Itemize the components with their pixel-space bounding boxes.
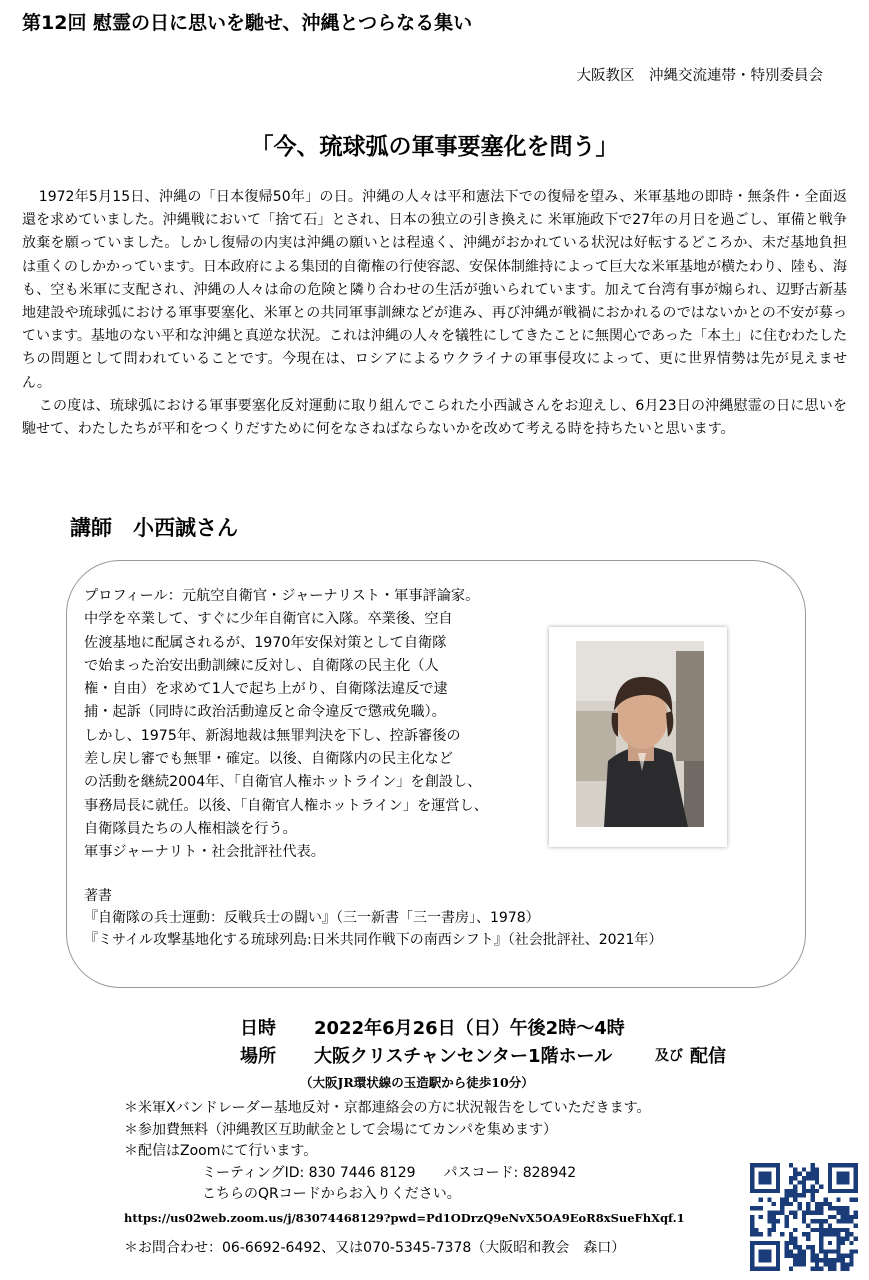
profile-line: 中学を卒業して、すぐに少年自衛官に入隊。卒業後、空自 [84,611,453,628]
zoom-url[interactable]: https://us02web.zoom.us/j/83074468129?pwd=Pd1ODrzQ9eNvX5OA9EoR8xSueFhXqf.1 [124,1211,685,1225]
intro-text [22,186,847,441]
place-online: 配信 [690,1046,726,1067]
intro-paragraph-2: この度は、琉球弧における軍事要塞化反対運動に取り組んでこられた小西誠さんをお迎えし、6月23日の沖縄慰霊の日に思いを馳せて、わたしたちが平和をつくりだすために何をなさねばならないかを改めて考える時を持ちたいと思います。 [22,397,847,438]
profile-line: 権・自由）を求めて1人で起ち上がり、自衛隊法違反で逮 [84,681,448,698]
main-title: 「今、琉球弧の軍事要塞化を問う」 [250,134,619,160]
profile-line: 自衛隊員たちの人権相談を行う。 [84,820,297,837]
profile-line: 佐渡基地に配属されるが、1970年安保対策として自衛隊 [84,634,447,651]
note-item: ＊米軍Xバンドレーダー基地反対・京都連絡会の方に状況報告をしていただきます。 [124,1100,651,1116]
notes [124,1098,650,1206]
zoom-meeting-id: ミーティングID: 830 7446 8129 パスコード: 828942 [202,1164,577,1181]
books-section [84,885,662,951]
profile-line: で始まった治安出動訓練に反対し、自衛隊の民主化（人 [84,657,439,674]
books-heading: 著書 [84,888,112,904]
qr-code[interactable] [750,1163,858,1271]
note-item: ＊参加費無料（沖縄教区互助献金として会場にてカンパを集めます） [124,1121,558,1138]
profile-line: の活動を継続2004年、「自衛官人権ホットライン」を創設し、 [84,774,482,791]
organizer: 大阪教区 沖縄交流連帯・特別委員会 [576,68,823,84]
zoom-qr-instruction: こちらのQRコードからお入りください。 [202,1186,461,1202]
contact-info: ＊お問合わせ：06-6692-6492、又は070-5345-7378（大阪昭和教会 森口） [124,1240,626,1256]
date-label: 日時 [240,1018,276,1039]
intro-paragraph-1: 1972年5月15日、沖縄の「日本復帰50年」の日。沖縄の人々は平和憲法下での復帰を望み、米軍基地の即時・無条件・全面返還を求めていました。沖縄戦において「捨て石」とされ、日本の独立の引き換えに 米軍施政下で27年の月日を過ごし、軍備と戦争放棄を願っていました。しかし復帰の内実は沖縄の願いとは程遠く、沖縄がおかれている状況は好転するどころか、未だ基地負担は重くのしかかっています。日本政府による集団的自衛権の行使容認、安保体制維持によって巨大な米軍基地が横たわり、陸も、海も、空も米軍に支配され、沖縄の人々は命の危険と隣り合わせの生活が強いられています。加えて台湾有事が煽られ、辺野古新基地建設や琉球弧における軍事要塞化、米軍との共同軍事訓練などが進み、再び沖縄が戦禍におかれるのではないかとの不安が募っています。基地のない平和な沖縄と真逆な状況。これは沖縄の人々を犠牲にしてきたことに無関心であった「本土」に住むわたしたちの問題として問われていることです。今現在は、ロシアによるウクライナの軍事侵攻によって、更に世界情勢は先が見えません。 [22,189,847,391]
book-item: 『ミサイル攻撃基地化する琉球列島:日米共同作戦下の南西シフト』（社会批評社、2021年） [84,932,663,948]
profile-line: 差し戻し審でも無罪・確定。以後、自衛隊内の民主化など [84,751,453,768]
profile-line: しかし、1975年、新潟地裁は無罪判決を下し、控訴審後の [84,727,461,744]
speaker-photo-image [576,641,704,827]
place-value: 大阪クリスチャンセンター1階ホール [314,1046,613,1067]
qr-code-icon [750,1163,858,1271]
profile-text [84,585,536,865]
profile-line: 軍事ジャーナリト・社会批評社代表。 [84,844,325,861]
profile-line: プロフィール：元航空自衛官・ジャーナリスト・軍事評論家。 [84,588,480,604]
book-item: 『自衛隊の兵士運動：反戦兵士の闘い』（三一新書「三一書房」、1978） [84,910,540,926]
access-info: （大阪JR環状線の玉造駅から徒歩10分） [300,1075,534,1090]
note-item: ＊配信はZoomにて行います。 [124,1143,318,1159]
profile-line: 捕・起訴（同時に政治活動違反と命令違反で懲戒免職）。 [84,704,446,721]
speaker-photo [576,641,704,827]
profile-line: 事務局長に就任。以後、「自衛官人権ホットライン」を運営し、 [84,797,488,814]
date-value: 2022年6月26日（日）午後2時～4時 [314,1018,625,1039]
speaker-heading: 講師 小西誠さん [70,516,238,540]
header-title: 第12回 慰霊の日に思いを馳せ、沖縄とつらなる集い [22,12,473,34]
place-label: 場所 [240,1046,276,1067]
place-and: 及び [655,1048,683,1064]
